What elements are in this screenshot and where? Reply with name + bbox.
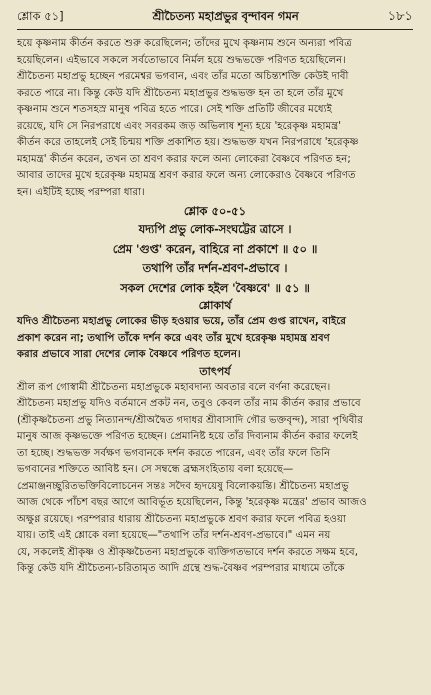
verse-line: সকল দেশের লোক হইল 'বৈষ্ণবে' ॥ ৫১ ॥	[120, 281, 310, 295]
text-line: করার প্রভাবে সারা দেশের লোক বৈষ্ণবে পরিণত হলেন।	[17, 349, 241, 360]
intro-paragraph	[17, 36, 413, 201]
verse-block	[17, 220, 413, 298]
text-line: শ্রীচৈতন্য মহাপ্রভু যদিও বর্তমানে প্রকট নন, তবুও কেবল তাঁর নাম কীর্তন করার প্রভাবে	[17, 398, 361, 409]
text-line: হন। এইটিই হচ্ছে পরম্পরা ধারা।	[17, 186, 145, 198]
text-line: মহামন্ত্র' কীর্তন করেন, তখন তা শ্রবণ করার ফলে অন্য লোকেরা বৈষ্ণবে পরিণত হন;	[17, 153, 351, 165]
translation-paragraph	[17, 314, 413, 364]
text-line: আজ থেকে পাঁচশ বছর আগে আবির্ভূত হয়েছিলেন, কিন্তু 'হরেকৃষ্ণ মন্ত্রের' প্রভাব আজও	[17, 497, 367, 508]
text-line: ভগবানের শক্তিতে আবিষ্ট হন। সে সম্বন্ধে ব্রহ্মসংহিতায় বলা হয়েছে—	[17, 464, 294, 475]
text-line: আবার তাদের মুখে হরেকৃষ্ণ মহামন্ত্র শ্রবণ করার ফলে অন্য লোকেরাও বৈষ্ণবে পরিণত	[17, 170, 356, 181]
purport-paragraph	[17, 380, 413, 578]
translation-heading: শ্লোকার্থ	[198, 299, 232, 312]
text-line: কিন্তু কেউ যদি শ্রীচৈতন্য-চরিতামৃত আদি গ্রন্থে শুদ্ধ-বৈষ্ণব পরম্পরার মাধ্যমে তাঁকে	[17, 563, 345, 574]
text-line: যে, সকলেই শ্রীকৃষ্ণ ও শ্রীকৃষ্ণচৈতন্য মহাপ্রভুকে ব্যক্তিগতভাবে দর্শন করতে সক্ষম হবে,	[17, 546, 358, 558]
chapter-title: শ্রীচৈতন্য মহাপ্রভুর বৃন্দাবন গমন	[152, 9, 299, 23]
page-number: ১৮১	[387, 9, 413, 24]
text-line: হয়ে কৃষ্ণনাম কীর্তন করতে শুরু করেছিলেন; তাঁদের মুখে কৃষ্ণনাম শুনে অন্যরা পবিত্র	[17, 38, 352, 49]
text-line: যদিও শ্রীচৈতন্য মহাপ্রভু লোকের ভীড় হওয়ার ভয়ে, তাঁর প্রেম গুপ্ত রাখেন, বাইরে	[17, 316, 347, 327]
text-line: প্রেমাঞ্জনচ্ছুরিতভক্তিবিলোচনেন সন্তঃ সদৈব হৃদয়েষু বিলোকয়ন্তি। শ্রীচৈতন্য মহাপ্রভু	[17, 480, 349, 492]
text-line: তা হচ্ছে। শুদ্ধভক্ত সর্বক্ষণ ভগবানকে দর্শন করতে পারেন, এবং তাঁর ফলে তিনি	[17, 447, 331, 459]
text-line: যায়। তাই এই শ্লোকে বলা হয়েছে—"তথাপি তাঁর দর্শন-শ্রবণ-প্রভাবে।" এমন নয়	[17, 530, 331, 541]
page-header	[17, 8, 413, 25]
verse-line: তথাপি তাঁর দর্শন-শ্রবণ-প্রভাবে ।	[142, 262, 288, 275]
purport-heading: তাৎপর্য	[199, 364, 231, 378]
text-line: কীর্তন করে তাহলেই সেই চিন্ময় শক্তি প্রকাশিত হয়। শুদ্ধভক্ত যখন নিরপরাধে 'হরেকৃষ্ণ	[17, 137, 359, 148]
text-line: (শ্রীকৃষ্ণচৈতন্য প্রভু নিত্যানন্দ/শ্রীঅদ্বৈত গদাধর শ্রীবাসাদি গৌর ভক্তবৃন্দ), সারা পৃথিবীর	[17, 414, 363, 426]
header-divider	[17, 29, 413, 30]
verse-line: যদ্যপি প্রভু লোক-সংঘট্টের ত্রাসে ।	[138, 223, 292, 236]
text-line: শ্রীচৈতন্য মহাপ্রভু হচ্ছেন পরমেশ্বর ভগবান, এবং তাঁর মতো অচিন্ত্যশক্তি কেউই দাবী	[17, 71, 349, 82]
verse-reference: শ্লোক ৫১]	[17, 9, 64, 23]
verse-line: প্রেম 'গুপ্ত' করেন, বাহিরে না প্রকাশে ॥ ৫০ ॥	[112, 242, 318, 256]
text-line: রয়েছে, যদি সে নিরপরাধে এবং সবরকম জড় অভিলাষ শূন্য হয়ে 'হরেকৃষ্ণ মহামন্ত্র'	[17, 120, 342, 132]
text-line: করতে পারে না। কিন্তু কেউ যদি শ্রীচৈতন্য মহাপ্রভুর শুদ্ধভক্ত হন তা হলে তাঁর মুখে	[17, 87, 344, 99]
text-line: কৃষ্ণনাম শুনে শতসহস্র মানুষ পবিত্র হতে পারে। সেই শক্তি প্রতিটি জীবের মধ্যেই	[17, 104, 332, 115]
text-line: শ্রীল রূপ গোস্বামী শ্রীচৈতন্য মহাপ্রভুকে মহাবদান্য অবতার বলে বর্ণনা করেছেন।	[17, 381, 331, 393]
text-line: প্রকাশ করেন না; তথাপি তাঁকে দর্শন করে এবং তাঁর মুখে হরেকৃষ্ণ মহামন্ত্র শ্রবণ	[17, 332, 330, 344]
text-line: মানুষ আজ কৃষ্ণভক্তে পরিণত হচ্ছেন। প্রেমানিষ্ট হয়ে তাঁর দিব্যনাম কীর্তন করার ফলেই	[17, 431, 358, 442]
verse-heading: শ্লোক ৫০-৫১	[183, 204, 247, 218]
text-line: হয়েছিলেন। এইভাবে সকলে সর্বতোভাবে নির্মল হয়ে শুদ্ধভক্তে পরিণত হয়েছিলেন।	[17, 54, 346, 66]
text-line: অক্ষুণ্ণ রয়েছে। পরম্পরার ধারায় শ্রীচৈতন্য মহাপ্রভুকে শ্রবণ করার ফলে পবিত্র হওয়া	[17, 513, 346, 525]
